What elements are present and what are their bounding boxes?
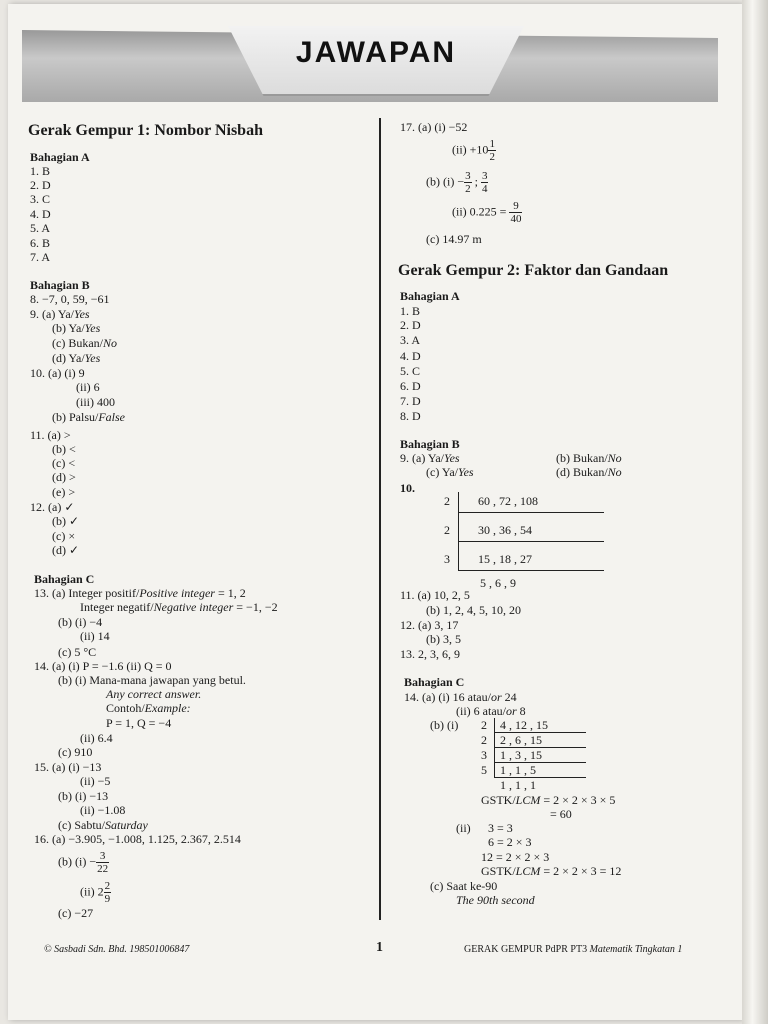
answer-12c: (c) × [52,529,76,543]
answer-2a-1: 1. B [400,304,421,318]
chapter-1-heading: Gerak Gempur 1: Nombor Nisbah [28,122,263,139]
chapter-2-heading: Gerak Gempur 2: Faktor dan Gandaan [398,262,669,279]
factor-line-6: 6 = 2 × 3 [488,835,532,849]
answer-13a-positive: 13. (a) Integer positif/Positive integer = 1, 2 [34,586,246,600]
answer-2a-6: 6. D [400,379,421,393]
answer-2-11a: 11. (a) 10, 2, 5 [400,588,470,602]
section-b-label-2: Bahagian B [400,437,460,451]
answer-9a: 9. (a) Ya/Yes [30,307,90,321]
answer-12a: 12. (a) ✓ [30,500,75,514]
factor-line-3: 3 = 3 [488,821,513,835]
section-a-label-2: Bahagian A [400,289,460,303]
lcm-hline-3 [494,762,586,763]
answer-10b: (b) Palsu/False [52,410,126,424]
answer-2-14c-en: The 90th second [456,893,535,907]
answer-2-9c: (c) Ya/Yes [426,465,474,479]
answer-11e: (e) > [52,485,76,499]
answer-11b: (b) < [52,442,76,456]
div-divisor-3: 3 [444,552,450,566]
lcm-divisor-3: 3 [481,748,487,762]
lcm-vline [494,718,495,778]
div-divisor-2: 2 [444,523,450,537]
answer-10a-i: 10. (a) (i) 9 [30,366,85,380]
answer-2-14a-ii: (ii) 6 atau/or 8 [456,704,526,718]
answer-2-13: 13. 2, 3, 6, 9 [400,647,460,661]
lcm-values-4: 1 , 1 , 5 [500,763,536,777]
div-values-1: 60 , 72 , 108 [478,494,538,508]
answer-14b-values: P = 1, Q = −4 [106,716,172,730]
answer-15a-i: 15. (a) (i) −13 [34,760,102,774]
answer-page [8,4,742,1020]
lcm-divisor-4: 5 [481,763,487,777]
div-vline [458,492,459,570]
footer-series: GERAK GEMPUR PdPR PT3 Matematik Tingkatan 1 [464,944,683,955]
div-result: 5 , 6 , 9 [480,576,516,590]
answer-9d: (d) Ya/Yes [52,351,101,365]
div-hline-2 [458,541,604,542]
answer-2-12b: (b) 3, 5 [426,632,461,646]
answer-17c: (c) 14.97 m [426,232,482,246]
answer-2-14b-i: (b) (i) [430,718,459,732]
answer-17b-ii: (ii) 0.225 = $\frac{9}{40}$ [452,200,522,225]
answer-a-7: 7. A [30,250,51,264]
answer-13c: (c) 5 °C [58,645,97,659]
answer-11c: (c) < [52,456,76,470]
div-divisor-1: 2 [444,494,450,508]
answer-a-4: 4. D [30,207,51,221]
answer-17a-ii: (ii) +10 $\frac{1}{2}$ [452,138,495,163]
answer-15b-i: (b) (i) −13 [58,789,109,803]
answer-14b-ii: (ii) 6.4 [80,731,113,745]
div-values-2: 30 , 36 , 54 [478,523,532,537]
answer-2-11b: (b) 1, 2, 4, 5, 10, 20 [426,603,521,617]
answer-16a: 16. (a) −3.905, −1.008, 1.125, 2.367, 2.514 [34,832,241,846]
answer-15a-ii: (ii) −5 [80,774,111,788]
div-hline-3 [458,570,604,571]
answer-11d: (d) > [52,470,76,484]
lcm-hline-4 [494,777,586,778]
answer-14b-any: Any correct answer. [106,687,202,701]
answer-10a-ii: (ii) 6 [76,380,100,394]
answer-16c: (c) −27 [58,906,94,920]
answer-14b-example: Contoh/Example: [106,701,191,715]
lcm-hline-2 [494,747,586,748]
answer-2a-7: 7. D [400,394,421,408]
answer-2-14b-lcm: GSTK/LCM = 2 × 2 × 3 × 5 [481,793,616,807]
footer-copyright: © Sasbadi Sdn. Bhd. 198501006847 [44,944,190,955]
lcm-values-1: 4 , 12 , 15 [500,718,548,732]
lcm-result: 1 , 1 , 1 [500,778,536,792]
answer-a-2: 2. D [30,178,51,192]
answer-2-9d: (d) Bukan/No [556,465,622,479]
answer-17a-i: 17. (a) (i) −52 [400,120,468,134]
div-hline-1 [458,512,604,513]
answer-2-14b-ii-lcm: GSTK/LCM = 2 × 2 × 3 = 12 [481,864,622,878]
lcm-divisor-1: 2 [481,718,487,732]
answer-13b-ii: (ii) 14 [80,629,110,643]
answer-2-14b-lcm-value: = 60 [550,807,572,821]
answer-9b: (b) Ya/Yes [52,321,101,335]
answer-11a: 11. (a) > [30,428,71,442]
answer-2-12a: 12. (a) 3, 17 [400,618,459,632]
div-values-3: 15 , 18 , 27 [478,552,532,566]
answer-2-14a-i: 14. (a) (i) 16 atau/or 24 [404,690,517,704]
answer-10a-iii: (iii) 400 [76,395,115,409]
footer-page-number: 1 [376,940,383,955]
answer-2-14b-ii: (ii) [456,821,471,835]
page-title: JAWAPAN [295,36,457,69]
answer-14b-i: (b) (i) Mana-mana jawapan yang betul. [58,673,246,687]
answer-a-6: 6. B [30,236,51,250]
answer-17b-i: (b) (i) − $\frac{3}{2}$ ; $\frac{3}{4}$ [426,170,488,195]
answer-2a-2: 2. D [400,318,421,332]
section-b-label: Bahagian B [30,278,90,292]
factor-line-12: 12 = 2 × 2 × 3 [481,850,550,864]
lcm-values-3: 1 , 3 , 15 [500,748,542,762]
answer-15b-ii: (ii) −1.08 [80,803,126,817]
lcm-values-2: 2 , 6 , 15 [500,733,542,747]
answer-16b-ii: (ii) 2 $\frac{2}{9}$ [80,880,111,905]
answer-a-3: 3. C [30,192,51,206]
answer-12b: (b) ✓ [52,514,80,528]
lcm-hline-1 [494,732,586,733]
answer-2-14c: (c) Saat ke-90 [430,879,498,893]
answer-13a-negative: Integer negatif/Negative integer = −1, −2 [80,600,278,614]
answer-2a-5: 5. C [400,364,421,378]
answer-a-5: 5. A [30,221,51,235]
section-c-label: Bahagian C [34,572,95,586]
answer-15c: (c) Sabtu/Saturday [58,818,148,832]
answer-13b-i: (b) (i) −4 [58,615,103,629]
section-a-label: Bahagian A [30,150,90,164]
answer-2a-3: 3. A [400,333,421,347]
answer-9c: (c) Bukan/No [52,336,117,350]
answer-12d: (d) ✓ [52,543,80,557]
answer-14a: 14. (a) (i) P = −1.6 (ii) Q = 0 [34,659,172,673]
answer-2-9b: (b) Bukan/No [556,451,622,465]
section-c-label-2: Bahagian C [404,675,465,689]
lcm-divisor-2: 2 [481,733,487,747]
answer-2a-8: 8. D [400,409,421,423]
answer-a-1: 1. B [30,164,51,178]
answer-2-10-label: 10. [400,481,415,495]
answer-2a-4: 4. D [400,349,421,363]
answer-2-9a: 9. (a) Ya/Yes [400,451,460,465]
answer-14c: (c) 910 [58,745,93,759]
answer-16b-i: (b) (i) − $\frac{3}{22}$ [58,850,109,875]
page-edge [742,0,768,1024]
column-divider [379,118,381,920]
answer-8: 8. −7, 0, 59, −61 [30,292,110,306]
